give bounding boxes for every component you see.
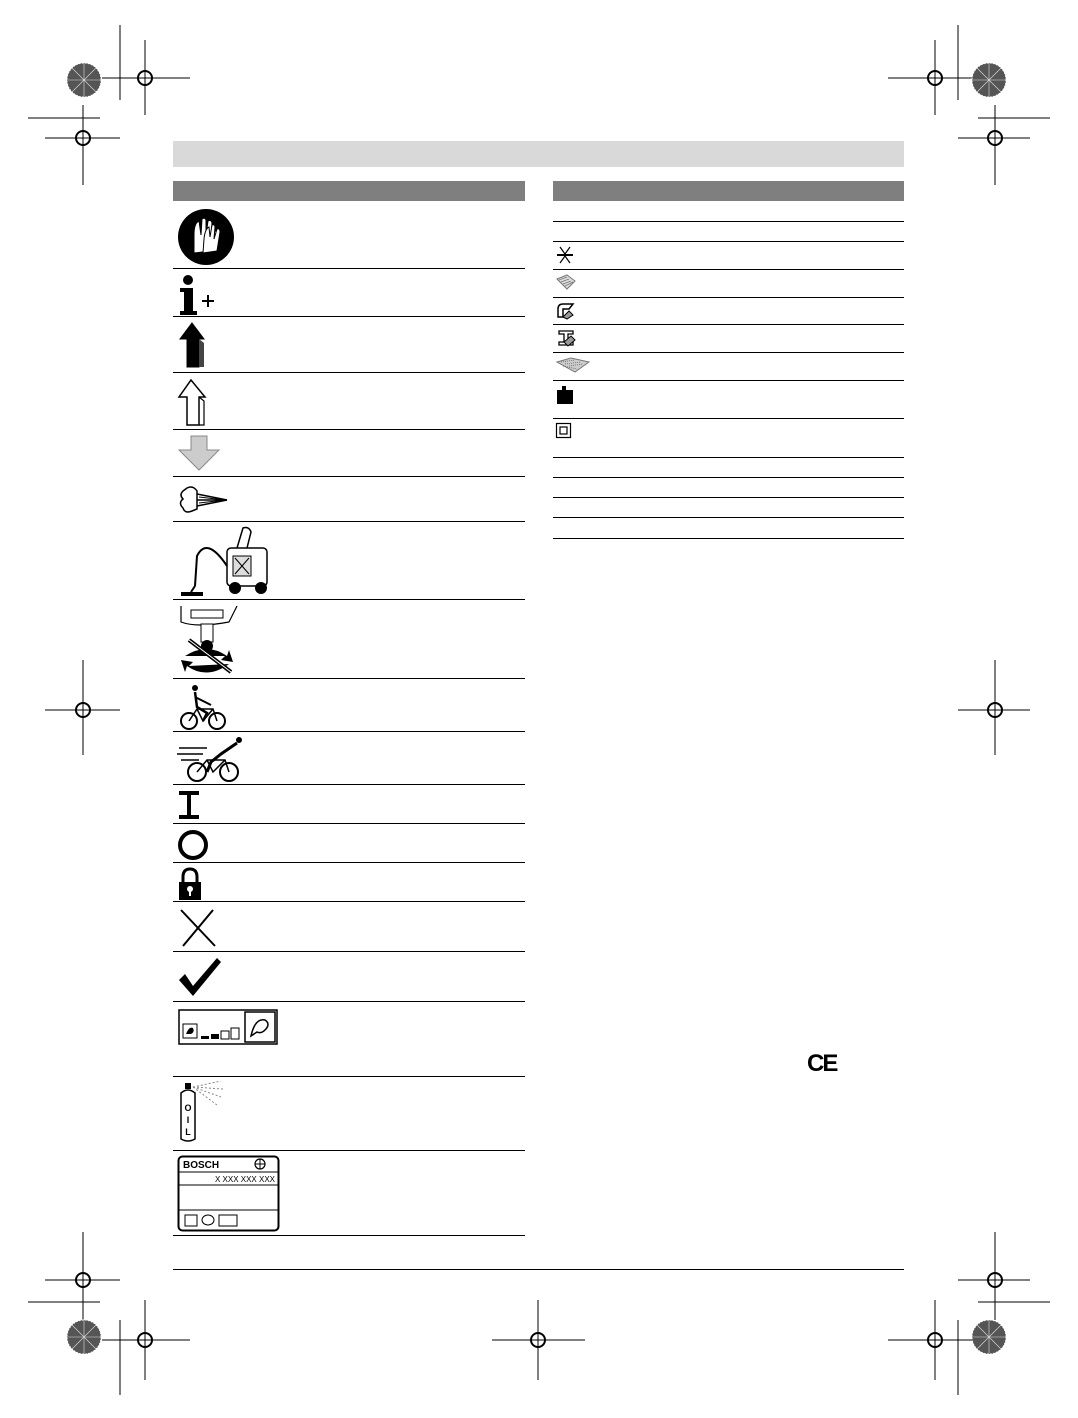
symbol-row (173, 952, 525, 1002)
cross-icon (177, 906, 221, 950)
spec-row (553, 458, 904, 478)
right-column-header (553, 181, 904, 201)
symbol-row (173, 269, 525, 317)
symbol-row (173, 201, 525, 269)
filled-arrow-up-icon (177, 321, 217, 371)
no-rotation-icon (177, 604, 241, 678)
spec-row (553, 518, 904, 539)
bicycle-slow-icon (177, 683, 229, 731)
wood-icon (555, 273, 577, 293)
spec-row (553, 201, 904, 222)
vacuum-cleaner-icon (177, 526, 277, 600)
metal-icon (555, 301, 577, 321)
concrete-icon (555, 356, 591, 376)
spec-row (553, 325, 904, 353)
oil-letter-o: O (184, 1103, 192, 1113)
left-column-header (173, 181, 525, 201)
page-header-bar (173, 141, 904, 167)
symbol-row (173, 373, 525, 430)
power-off-icon (177, 828, 213, 862)
steel-beam-icon (555, 328, 577, 348)
spec-row (553, 498, 904, 518)
symbol-row (173, 477, 525, 522)
outline-arrow-up-icon (177, 377, 217, 429)
bicycle-fast-icon (177, 736, 243, 784)
spec-row (553, 381, 904, 419)
lock-icon (177, 867, 205, 901)
gloves-icon (177, 205, 237, 265)
symbol-row (173, 785, 525, 824)
nameplate-icon (177, 1155, 281, 1233)
oil-spray-icon (177, 1081, 237, 1145)
oil-letter-l: L (185, 1127, 191, 1137)
symbol-row (173, 1077, 525, 1151)
spec-row (553, 419, 904, 458)
power-level-icon (177, 1006, 281, 1046)
info-plus-icon (177, 273, 227, 317)
weight-icon (555, 384, 575, 408)
symbol-row (173, 863, 525, 902)
arrow-down-icon (177, 434, 225, 474)
left-symbol-table (173, 201, 525, 1236)
footer-rule (173, 1269, 904, 1270)
spec-row (553, 298, 904, 325)
spec-row (553, 242, 904, 270)
symbol-row (173, 732, 525, 785)
cut-symbol-icon (555, 245, 575, 265)
spec-row (553, 270, 904, 298)
symbol-row (173, 317, 525, 373)
spec-row (553, 222, 904, 242)
power-on-icon (177, 789, 207, 821)
checkmark-icon (177, 956, 225, 1000)
symbol-row (173, 824, 525, 863)
spec-row (553, 478, 904, 498)
symbol-row (173, 430, 525, 477)
blow-air-icon (177, 481, 237, 519)
protection-class-icon (555, 422, 575, 442)
spec-row (553, 353, 904, 381)
right-spec-table (553, 201, 904, 541)
symbol-row (173, 522, 525, 600)
symbol-row (173, 679, 525, 732)
ce-mark: CE (807, 1050, 837, 1077)
symbol-row (173, 1151, 525, 1236)
nameplate-number: X XXX XXX XXX (214, 1175, 275, 1184)
oil-letter-i: I (186, 1115, 190, 1125)
nameplate-brand: BOSCH (183, 1160, 220, 1171)
symbol-row (173, 600, 525, 679)
symbol-row (173, 1002, 525, 1077)
symbol-row (173, 902, 525, 952)
